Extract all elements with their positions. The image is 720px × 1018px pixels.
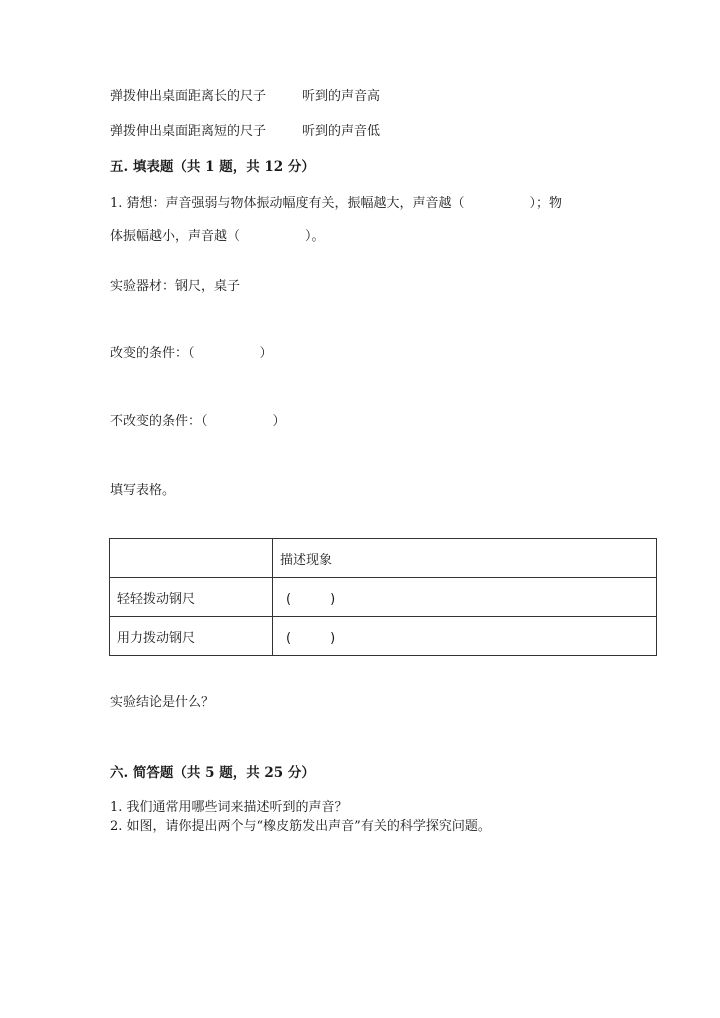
statement-right: 听到的声音低	[302, 124, 381, 139]
section-6-heading: 六. 简答题（共 5 题，共 25 分）	[110, 765, 315, 781]
answer-blank: ( )	[286, 591, 336, 607]
question-1-line-1: 1. 猜想：声音强弱与物体振动幅度有关，振幅越大，声音越（ ）；物	[110, 196, 563, 211]
table-cell: 轻轻拨动钢尺	[110, 578, 273, 617]
table-row	[110, 578, 657, 617]
answer-blank: ( )	[286, 630, 336, 646]
table-cell	[273, 617, 657, 656]
unchanged-condition: 不改变的条件：（ ）	[110, 414, 286, 429]
short-answer-question-1: 1. 我们通常用哪些词来描述听到的声音？	[110, 800, 348, 815]
table-cell: 用力拨动钢尺	[110, 617, 273, 656]
statement-left: 弹拨伸出桌面距离长的尺子	[110, 89, 267, 104]
experiment-materials: 实验器材：钢尺，桌子	[110, 279, 241, 294]
statement-row-long-ruler	[110, 87, 380, 107]
statement-right: 听到的声音高	[302, 89, 381, 104]
table-cell	[273, 578, 657, 617]
fill-table-prompt: 填写表格。	[110, 483, 176, 498]
section-5-heading: 五. 填表题（共 1 题，共 12 分）	[110, 159, 315, 175]
statement-row-short-ruler	[110, 122, 380, 142]
experiment-conclusion-question: 实验结论是什么？	[110, 695, 215, 710]
question-1-line-2: 体振幅越小，声音越（ ）。	[110, 229, 325, 244]
observation-table	[109, 538, 657, 656]
table-header-cell: 描述现象	[273, 539, 657, 578]
short-answer-question-2: 2. 如图，请你提出两个与“橡皮筋发出声音”有关的科学探究问题。	[110, 819, 491, 834]
table-header-row	[110, 539, 657, 578]
table-row	[110, 617, 657, 656]
table-header-cell	[110, 539, 273, 578]
changed-condition: 改变的条件：（ ）	[110, 346, 273, 361]
statement-left: 弹拨伸出桌面距离短的尺子	[110, 124, 267, 139]
